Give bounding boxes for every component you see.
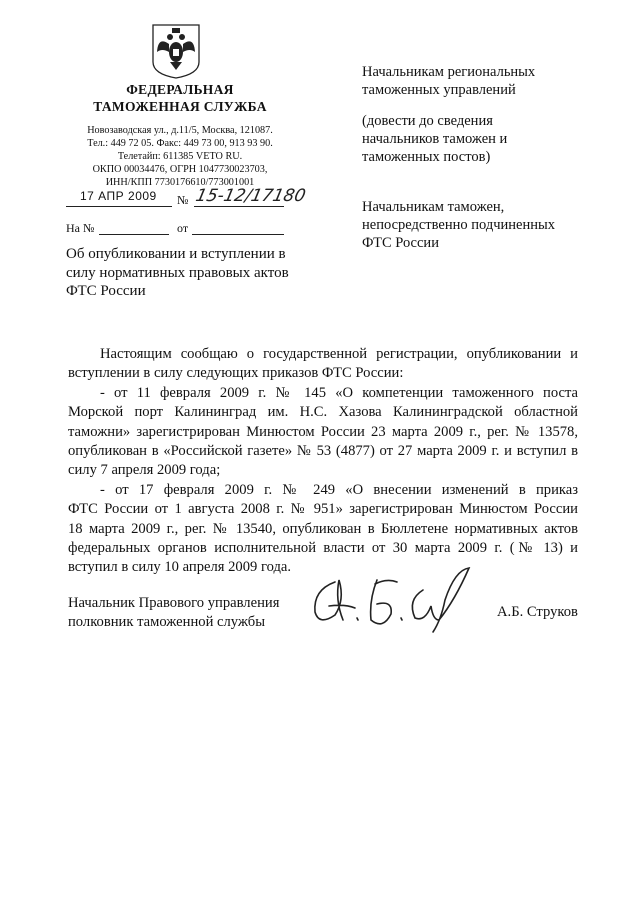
address-line: Новозаводская ул., д.11/5, Москва, 121087. bbox=[87, 125, 273, 136]
addressee-line: таможенных управлений bbox=[362, 82, 516, 98]
inn-line: ИНН/КПП 7730176610/773001001 bbox=[105, 177, 255, 188]
addressee-line: (довести до сведения bbox=[362, 113, 493, 129]
body-line: силу 7 апреля 2009 года; bbox=[68, 462, 221, 479]
subject-line: ФТС России bbox=[66, 283, 146, 299]
addressee-line: Начальникам региональных bbox=[362, 64, 536, 80]
ref-underline bbox=[99, 234, 169, 235]
addressee-line: Начальникам таможен, bbox=[362, 199, 505, 215]
body-line: вступлении в силу следующих приказов ФТС России: bbox=[68, 365, 404, 382]
body-line: - от 11 февраля 2009 г. № 145 «О компетенции таможенного поста bbox=[100, 384, 578, 401]
phone-line: Тел.: 449 72 05. Факс: 449 73 00, 913 93 90. bbox=[87, 138, 273, 149]
subject-line: Об опубликовании и вступлении в bbox=[66, 246, 286, 262]
addressee-line: начальников таможен и bbox=[362, 131, 508, 147]
subject bbox=[66, 245, 289, 301]
org-name-line2: ТАМОЖЕННАЯ СЛУЖБА bbox=[93, 99, 267, 114]
subject-line: силу нормативных правовых актов bbox=[66, 264, 289, 281]
date-underline bbox=[66, 206, 172, 207]
body-line: федеральных органов исполнительной власти от 30 марта 2009 г. (№ 13) и bbox=[68, 539, 578, 556]
body-line: ФТС России от 1 августа 2008 г. № 951» зарегистрирован Минюстом России bbox=[68, 501, 578, 518]
number-label: № bbox=[177, 193, 189, 207]
handwritten-signature bbox=[305, 560, 475, 640]
org-address bbox=[60, 124, 300, 189]
addressee-line: непосредственно подчиненных bbox=[362, 217, 555, 233]
ref-label: На № bbox=[66, 221, 95, 235]
addressee-note bbox=[362, 112, 507, 166]
addressee-customs bbox=[362, 198, 555, 252]
teletype-line: Телетайп: 611385 VETO RU. bbox=[117, 151, 243, 162]
signer-name: А.Б. Струков bbox=[497, 604, 578, 620]
body-line: опубликован в «Российской газете» № 53 (4877) от 27 марта 2009 г. и вступил в bbox=[68, 442, 578, 459]
addressee-line: ФТС России bbox=[362, 235, 439, 251]
body-line: вступил в силу 10 апреля 2009 года. bbox=[68, 559, 292, 576]
signer-position bbox=[68, 594, 279, 631]
org-name-line1: ФЕДЕРАЛЬНАЯ bbox=[126, 82, 234, 97]
body-line: таможни» зарегистрирован Минюстом России 23 марта 2009 г., рег. № 13578, bbox=[68, 423, 578, 440]
addressee-line: таможенных постов) bbox=[362, 149, 491, 165]
addressee-regional bbox=[362, 63, 535, 99]
body-line: Настоящим сообщаю о государственной регистрации, опубликовании и bbox=[100, 346, 578, 362]
letter-body bbox=[68, 345, 578, 578]
body-line: - от 17 февраля 2009 г. № 249 «О внесении изменений в приказ bbox=[100, 481, 578, 498]
okpo-line: ОКПО 00034476, ОГРН 1047730023703, bbox=[92, 164, 268, 175]
body-line: Морской порт Калининград им. Н.С. Хазова Калининградской областной bbox=[68, 404, 578, 421]
number-underline bbox=[194, 206, 284, 207]
outgoing-date: 17 АПР 2009 bbox=[80, 189, 157, 203]
body-line: 18 марта 2009 г., рег. № 13540, опубликован в Бюллетене нормативных актов bbox=[68, 520, 578, 537]
position-line: Начальник Правового управления bbox=[68, 595, 280, 611]
rank-line: полковник таможенной службы bbox=[68, 613, 266, 630]
state-emblem-icon bbox=[150, 22, 202, 80]
outgoing-number: 15-12/17180 bbox=[193, 186, 308, 206]
from-label: от bbox=[177, 221, 189, 235]
from-underline bbox=[192, 234, 284, 235]
